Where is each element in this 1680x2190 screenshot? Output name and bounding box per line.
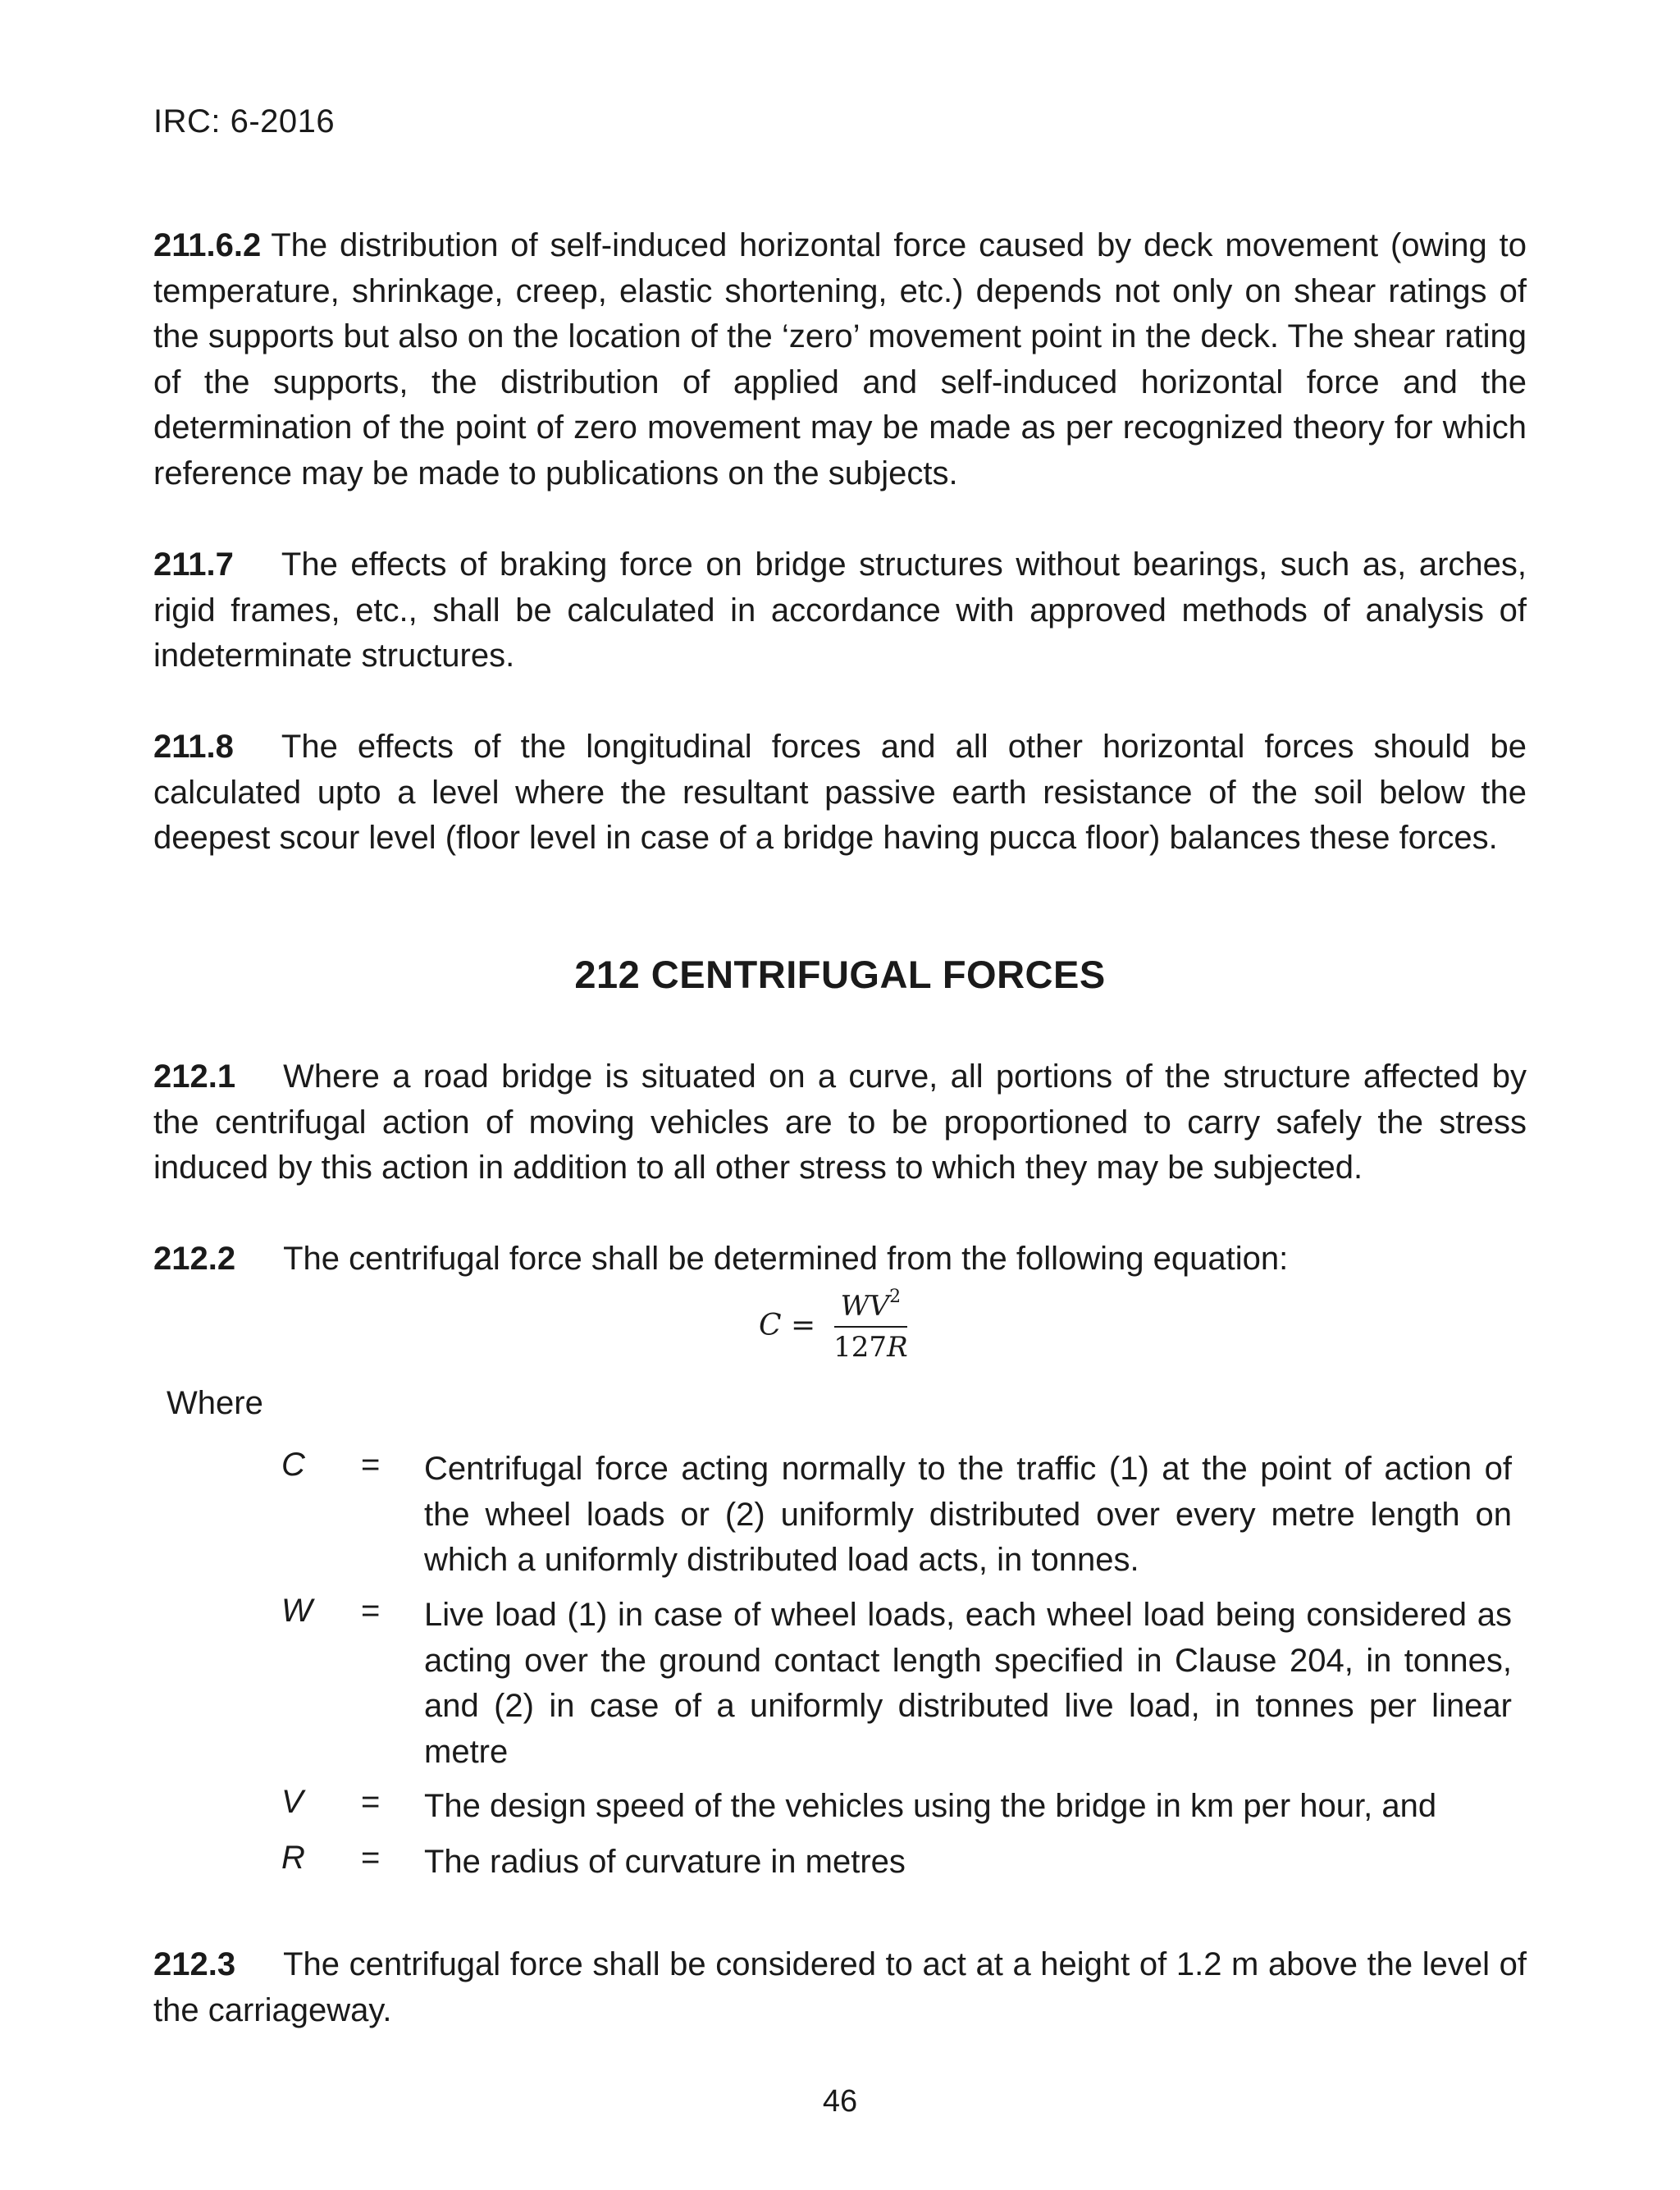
clause-text: The effects of the longitudinal forces and all other horizontal forces should be calculated upto a level where the resultant passive earth resistance of the soil below the deepest scour level (floor level in case of a bridge having pucca floor) balances these forces.: [153, 729, 1527, 856]
definition-symbol: V: [281, 1784, 304, 1820]
equation-numerator: $WV^2$: [834, 1287, 908, 1328]
clause-number: 212.1: [153, 1058, 236, 1095]
equation-lhs: C =: [759, 1308, 816, 1342]
definition-symbol: C: [281, 1447, 305, 1483]
equation-fraction: [827, 1287, 915, 1364]
definition-symbol: R: [281, 1840, 305, 1876]
clause-number: 212.3: [153, 1946, 236, 1982]
where-label: Where: [167, 1385, 263, 1421]
definition-symbol: W: [281, 1593, 313, 1629]
equation-denominator: 127R: [833, 1331, 908, 1364]
paragraph-212-2: [153, 1237, 1527, 1282]
paragraph-212-3: [153, 1942, 1527, 2033]
clause-number: 212.2: [153, 1241, 236, 1277]
definition-text: Centrifugal force acting normally to the traffic (1) at the point of action of the wheel loads or (2) uniformly distributed over every metre length on which a uniformly distributed load acts, in tonnes.: [424, 1451, 1512, 1578]
section-title: 212 CENTRIFUGAL FORCES: [574, 953, 1106, 996]
clause-number: 211.7: [153, 546, 234, 583]
document-code: IRC: 6-2016: [153, 103, 336, 139]
clause-text: The effects of braking force on bridge structures without bearings, such as, arches, rigid frames, etc., shall be calculated in accordance with approved methods of analysis of indeterminate structures.: [153, 546, 1527, 674]
clause-text: The distribution of self-induced horizontal force caused by deck movement (owing to temperature, shrinkage, creep, elastic shortening, etc.) depends not only on shear ratings of the supports but also on the location of the ‘zero’ movement point in the deck. The shear rating of the supports, the distribution of applied and self-induced horizontal force and the determination of the point of zero movement may be made as per recognized theory for which reference may be made to publications on the subjects.: [153, 227, 1527, 491]
paragraph-211-6-2: [153, 223, 1527, 496]
definition-equals: =: [361, 1784, 381, 1820]
clause-number: 211.8: [153, 729, 234, 765]
definition-text: Live load (1) in case of wheel loads, each wheel load being considered as acting over the ground contact length specified in Clause 204, in tonnes, and (2) in case of a uniformly distributed live load, in tonnes per linear metre: [424, 1597, 1512, 1770]
clause-text: Where a road bridge is situated on a curve, all portions of the structure affected by the centrifugal action of moving vehicles are to be proportioned to carry safely the stress induced by this action in addition to all other stress to which they may be subjected.: [153, 1058, 1527, 1186]
equation-exponent: 2: [889, 1287, 902, 1307]
paragraph-211-7: [153, 542, 1527, 679]
clause-number: 211.6.2: [153, 227, 262, 263]
clause-text: The centrifugal force shall be considered to act at a height of 1.2 m above the level of the carriageway.: [153, 1946, 1527, 2028]
paragraph-212-1: [153, 1054, 1527, 1191]
page-number: 46: [822, 2084, 858, 2119]
definition-equals: =: [361, 1840, 381, 1876]
definition-text: The design speed of the vehicles using the bridge in km per hour, and: [424, 1788, 1437, 1824]
definition-equals: =: [361, 1447, 381, 1483]
definition-text: The radius of curvature in metres: [424, 1844, 906, 1880]
clause-text: The centrifugal force shall be determined from the following equation:: [283, 1241, 1289, 1277]
definition-equals: =: [361, 1593, 381, 1629]
paragraph-211-8: [153, 725, 1527, 862]
centrifugal-force-equation: [759, 1287, 915, 1364]
